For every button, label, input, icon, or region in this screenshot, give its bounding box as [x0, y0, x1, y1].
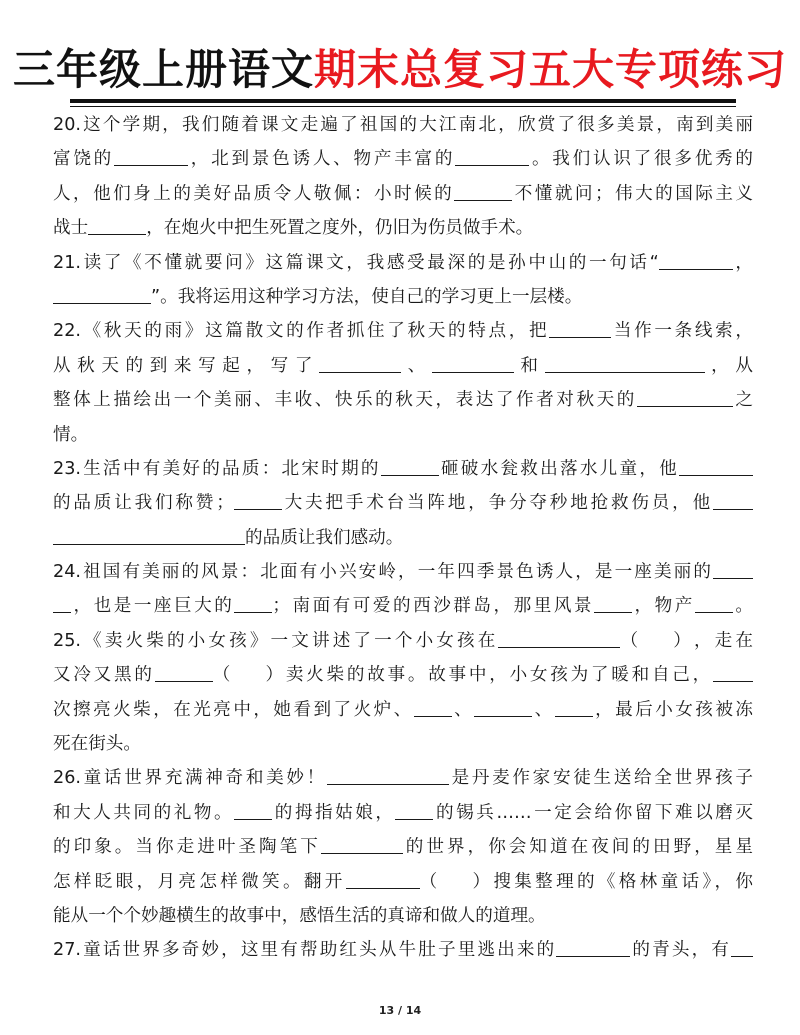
text-line: [53, 486, 753, 520]
text-line: [53, 933, 753, 967]
page-number: 13 / 14: [378, 1004, 422, 1017]
fill-in-blank[interactable]: [53, 283, 151, 304]
text-run: 人，他们身上的美好品质令人敬佩：小时候的: [53, 183, 455, 204]
text-line: [53, 521, 753, 555]
text-run: 又冷又黑的: [53, 665, 155, 686]
fill-in-blank[interactable]: [545, 352, 705, 373]
text-run: 24.祖国有美丽的风景：北面有小兴安岭，一年四季景色诱人，是一座美丽的: [53, 562, 713, 583]
text-run: 的品质让我们感动。: [245, 527, 404, 548]
fill-in-blank[interactable]: [234, 799, 272, 820]
page-title: [0, 42, 800, 98]
text-run: ；南面有可爱的西沙群岛，那里风景: [272, 596, 595, 617]
text-line: [53, 177, 753, 211]
text-run: 和: [513, 355, 545, 376]
fill-in-blank[interactable]: [549, 317, 611, 338]
text-run: 是丹麦作家安徒生送给全世界孩子: [448, 768, 753, 789]
text-run: 当作一条线索，: [611, 321, 753, 342]
text-run: 27.童话世界多奇妙，这里有帮助红头从牛肚子里逃出来的: [53, 940, 557, 961]
text-run: ，也是一座巨大的: [71, 596, 235, 617]
text-run: 从秋天的到来写起，写了: [53, 355, 320, 376]
text-line: [53, 624, 753, 658]
text-run: 战士: [53, 218, 89, 239]
text-line: [53, 314, 753, 348]
text-line: [53, 899, 753, 933]
text-line: [53, 727, 753, 761]
parenthesis-blank[interactable]: （ ）: [419, 871, 491, 892]
fill-in-blank[interactable]: [319, 352, 401, 373]
text-line: [53, 796, 753, 830]
title-underline-thin: [70, 106, 736, 107]
fill-in-blank[interactable]: [659, 249, 733, 270]
fill-in-blank[interactable]: [556, 936, 630, 957]
text-run: 死在街头。: [53, 734, 141, 755]
text-line: [53, 418, 753, 452]
text-run: ，从: [704, 355, 753, 376]
text-line: [53, 452, 753, 486]
text-line: [53, 280, 753, 314]
fill-in-blank[interactable]: [498, 627, 620, 648]
text-run: 砸破水瓮救出落水儿童，他: [438, 458, 679, 479]
parenthesis-blank[interactable]: （ ）: [620, 630, 691, 651]
text-run: 。: [732, 596, 753, 617]
fill-in-blank[interactable]: [679, 455, 753, 476]
text-run: 23.生活中有美好的品质：北宋时期的: [53, 458, 381, 479]
fill-in-blank[interactable]: [695, 592, 733, 613]
title-underline-thick: [70, 99, 736, 103]
text-run: ，物产: [632, 596, 695, 617]
fill-in-blank[interactable]: [327, 764, 449, 785]
text-run: 20.这个学期，我们随着课文走遍了祖国的大江南北，欣赏了很多美景，南到美丽: [53, 115, 753, 135]
fill-in-blank[interactable]: [53, 592, 71, 613]
fill-in-blank[interactable]: [713, 489, 753, 510]
text-run: 、: [532, 699, 555, 720]
fill-in-blank[interactable]: [395, 799, 433, 820]
fill-in-blank[interactable]: [637, 386, 733, 407]
text-line: [53, 865, 753, 899]
title-black-part: 三年级上册语文: [12, 45, 314, 94]
text-run: 整体上描绘出一个美丽、丰收、快乐的秋天，表达了作者对秋天的: [53, 390, 637, 411]
title-red-part: 期末总复习五大专项练习: [314, 45, 788, 94]
text-run: 的拇指姑娘，: [272, 802, 396, 823]
text-run: 的印象。当你走进叶圣陶笔下: [53, 837, 321, 858]
fill-in-blank[interactable]: [594, 592, 632, 613]
text-run: 富饶的: [53, 149, 115, 170]
text-line: [53, 349, 753, 383]
fill-in-blank[interactable]: [474, 696, 532, 717]
text-line: [53, 211, 753, 245]
text-line: [53, 142, 753, 176]
fill-in-blank[interactable]: [234, 592, 272, 613]
text-run: 能从一个个妙趣横生的故事中，感悟生活的真谛和做人的道理。: [53, 905, 546, 926]
text-run: 的品质让我们称赞；: [53, 493, 234, 514]
fill-in-blank[interactable]: [731, 936, 753, 957]
text-line: [53, 383, 753, 417]
text-run: 之: [732, 390, 753, 411]
text-run: 、: [401, 355, 432, 376]
fill-in-blank[interactable]: [346, 868, 420, 889]
text-run: 怎样眨眼，月亮怎样微笑。翻开: [53, 871, 346, 892]
text-run: ”。我将运用这种学习方法，使自己的学习更上一层楼。: [151, 286, 583, 307]
fill-in-blank[interactable]: [555, 696, 593, 717]
fill-in-blank[interactable]: [234, 489, 282, 510]
fill-in-blank[interactable]: [88, 214, 146, 235]
parenthesis-blank[interactable]: （ ）: [212, 665, 284, 686]
fill-in-blank[interactable]: [155, 661, 213, 682]
fill-in-blank[interactable]: [432, 352, 514, 373]
text-run: 22.《秋天的雨》这篇散文的作者抓住了秋天的特点，把: [53, 321, 550, 342]
text-run: 情。: [53, 424, 89, 445]
fill-in-blank[interactable]: [414, 696, 452, 717]
fill-in-blank[interactable]: [454, 180, 512, 201]
fill-in-blank[interactable]: [381, 455, 439, 476]
text-line: [53, 108, 753, 142]
text-run: 搜集整理的《格林童话》，你: [490, 871, 753, 892]
fill-in-blank[interactable]: [321, 833, 403, 854]
text-line: [53, 658, 753, 692]
text-run: ，北到景色诱人、物产丰富的: [188, 149, 456, 170]
text-run: ，走在: [690, 630, 753, 651]
text-run: 不懂就问；伟大的国际主义: [512, 183, 753, 204]
text-run: ，最后小女孩被冻: [592, 699, 753, 720]
text-run: 、: [451, 699, 475, 720]
text-line: [53, 761, 753, 795]
text-run: 。我们认识了很多优秀的: [529, 149, 753, 170]
text-run: 的世界，你会知道在夜间的田野，星星: [402, 837, 753, 858]
fill-in-blank[interactable]: [114, 145, 188, 166]
text-run: 26.童话世界充满神奇和美妙！: [53, 768, 327, 789]
text-run: 的锡兵……一定会给你留下难以磨灭: [433, 802, 753, 823]
fill-in-blank[interactable]: [455, 145, 529, 166]
text-line: [53, 589, 753, 623]
text-line: [53, 693, 753, 727]
text-run: 和大人共同的礼物。: [53, 802, 235, 823]
text-run: 次擦亮火柴，在光亮中，她看到了火炉、: [53, 699, 414, 720]
text-line: [53, 830, 753, 864]
fill-in-blank[interactable]: [713, 558, 753, 579]
fill-in-blank[interactable]: [713, 661, 753, 682]
exercise-text: [53, 108, 753, 968]
text-run: ，: [732, 252, 753, 273]
text-line: [53, 555, 753, 589]
text-run: ，在炮火中把生死置之度外，仍旧为伤员做手术。: [146, 218, 534, 239]
text-run: 21.读了《不懂就要问》这篇课文，我感受最深的是孙中山的一句话“: [53, 252, 659, 273]
fill-in-blank[interactable]: [53, 524, 245, 545]
text-line: [53, 246, 753, 280]
text-run: 的青头，有: [630, 940, 731, 961]
text-run: 25.《卖火柴的小女孩》一文讲述了一个小女孩在: [53, 630, 499, 651]
text-run: 卖火柴的故事。故事中，小女孩为了暖和自己，: [283, 665, 713, 686]
text-run: 大夫把手术台当阵地，争分夺秒地抢救伤员，他: [281, 493, 713, 514]
